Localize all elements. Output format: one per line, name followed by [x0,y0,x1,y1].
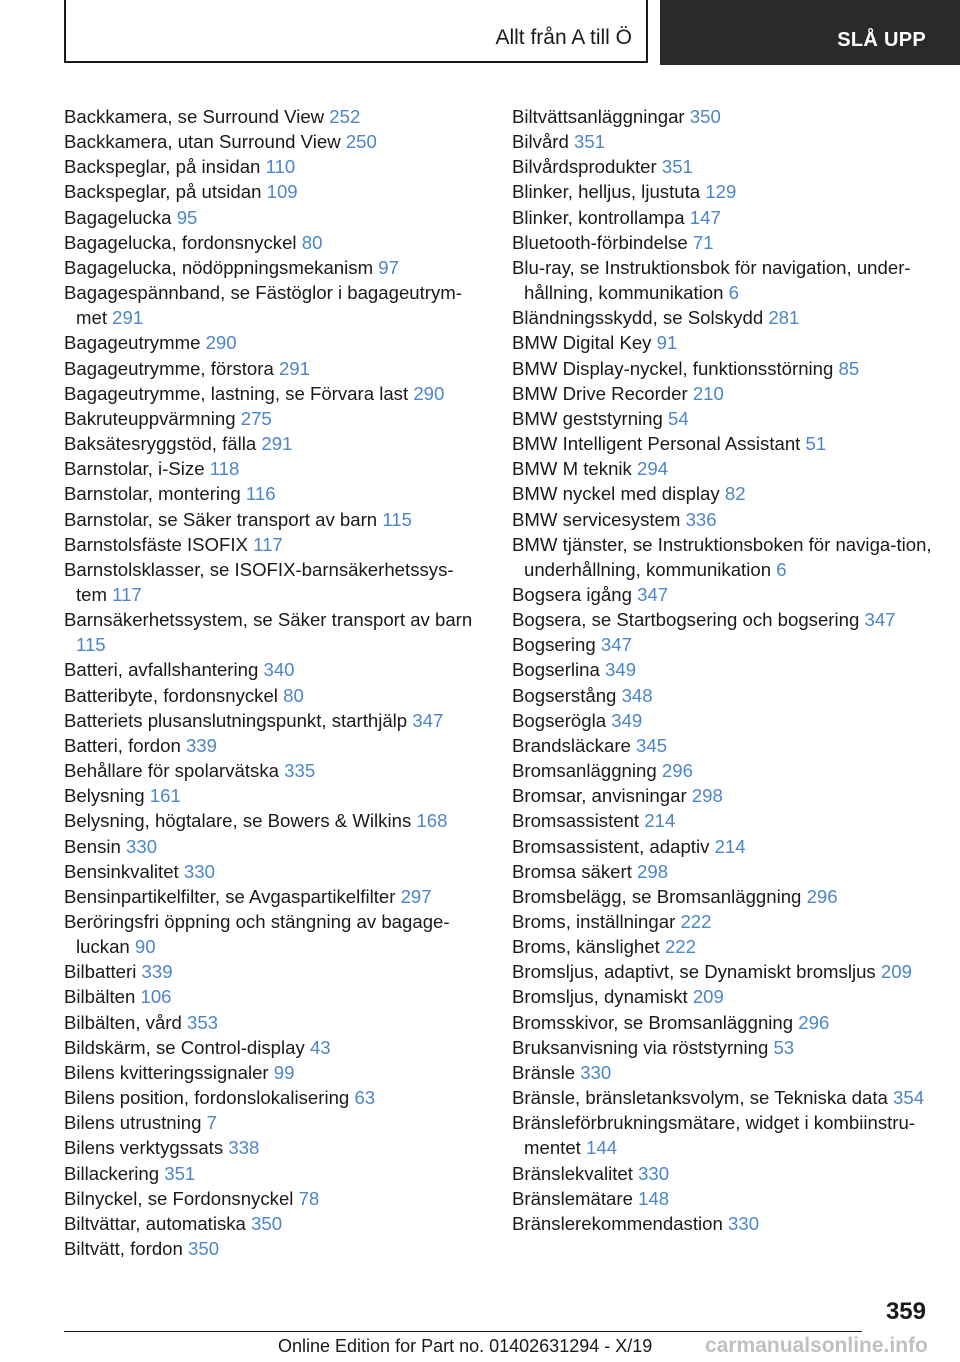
page-link[interactable]: 214 [714,835,746,857]
index-term: Bromsljus, dynamiskt [512,986,688,1008]
page-link[interactable]: 296 [798,1011,830,1033]
index-entry [64,406,484,431]
index-term: Bromsljus, adaptivt, se Dynamiskt bromsljus [512,961,876,983]
index-entry [64,1110,484,1135]
page-link[interactable]: 330 [638,1162,670,1184]
index-entry [64,280,484,330]
index-entry [512,1186,932,1211]
index-term: Bränslemätare [512,1187,633,1209]
index-term: Bluetooth-förbindelse [512,231,688,253]
index-entry [512,381,932,406]
index-entry [512,431,932,456]
index-term: Bromsanläggning [512,760,657,782]
page-link[interactable]: 330 [183,860,215,882]
index-term: Barnstolsklasser, se ISOFIX-barnsäkerhetssys‐tem [64,558,454,605]
page-link[interactable]: 330 [580,1061,612,1083]
page-link[interactable]: 222 [680,911,712,932]
index-term: Bogserögla [512,709,607,731]
index-term: Backspeglar, på utsidan [64,181,262,203]
page-link[interactable]: 348 [621,684,653,706]
page-link[interactable]: 350 [188,1238,220,1260]
page-link[interactable]: 168 [416,810,448,832]
index-term: Bruksanvisning via röststyrning [512,1036,769,1058]
page-link[interactable]: 290 [205,332,237,354]
page-link[interactable]: 209 [880,961,912,983]
index-term: Bromsar, anvisningar [512,785,687,807]
index-term: Bränslerekommendastion [512,1212,723,1234]
index-entry [64,984,484,1009]
page-link[interactable]: 347 [412,709,444,731]
index-entry [64,1161,484,1186]
index-column-right [512,104,932,1236]
page-link[interactable]: 281 [768,307,800,329]
index-term: Bromsassistent, adaptiv [512,835,710,857]
page-link[interactable]: 80 [301,231,323,253]
index-term: Bogsera, se Startbogsering och bogsering [512,609,860,631]
index-entry [512,1060,932,1085]
page-link[interactable]: 296 [806,885,838,907]
page-link[interactable]: 118 [209,458,240,480]
page-link[interactable]: 291 [278,357,310,379]
page-link[interactable]: 106 [140,986,172,1008]
index-entry [512,959,932,984]
index-term: Bensinpartikelfilter, se Avgaspartikelfilter [64,885,396,907]
index-term: BMW geststyrning [512,407,663,429]
page-link[interactable]: 78 [298,1187,320,1209]
page-link[interactable]: 330 [728,1212,760,1234]
page-link[interactable]: 345 [636,734,668,756]
page-link[interactable]: 82 [724,483,746,505]
index-term: Barnstolar, i-Size [64,458,205,480]
page-link[interactable]: 250 [345,131,377,153]
index-term: BMW tjänster, se Instruktionsboken för naviga‐tion, underhållning, kommunikation [512,533,932,580]
index-entry [64,1186,484,1211]
index-term: Broms, inställningar [512,911,676,932]
watermark-logo: carmanualsonline.info [705,1334,928,1357]
page-link[interactable]: 144 [586,1137,618,1159]
search-tab[interactable] [660,0,960,65]
page-link[interactable]: 97 [378,256,399,278]
index-term: Bilens kvitteringssignaler [64,1061,269,1083]
index-column-left [64,104,484,1261]
index-entry [64,708,484,733]
index-entry [64,179,484,204]
footer-divider [64,1331,862,1332]
page-link[interactable]: 339 [141,961,173,983]
index-term: Bagageutrymme [64,332,201,354]
index-entry [512,1035,932,1060]
index-entry [64,657,484,682]
index-entry [64,456,484,481]
page-link[interactable]: 54 [668,407,689,429]
index-term: Bilbatteri [64,961,137,983]
index-term: Batteri, avfallshantering [64,659,259,681]
index-entry [64,507,484,532]
index-entry [512,884,932,909]
index-entry [512,255,932,305]
page-link[interactable]: 349 [611,709,643,731]
index-entry [64,205,484,230]
page-link[interactable]: 291 [112,307,144,329]
page-link[interactable]: 117 [112,583,142,605]
index-entry [64,255,484,280]
index-term: BMW M teknik [512,458,632,480]
index-entry [512,532,932,582]
index-term: BMW nyckel med display [512,483,720,505]
index-entry [512,179,932,204]
index-entry [64,481,484,506]
page-link[interactable]: 298 [637,860,669,882]
index-term: Bilvård [512,131,569,153]
index-entry [512,406,932,431]
page-link[interactable]: 117 [253,533,283,555]
index-term: BMW Drive Recorder [512,382,688,404]
index-entry [512,708,932,733]
index-term: Bagageutrymme, lastning, se Förvara last [64,382,409,404]
index-entry [64,834,484,859]
page-link[interactable]: 351 [574,131,606,153]
index-entry [512,859,932,884]
page-link[interactable]: 339 [185,734,217,756]
page-link[interactable]: 297 [400,885,432,907]
index-entry [512,582,932,607]
index-term: Bromsassistent [512,810,640,832]
index-term: Bagageutrymme, förstora [64,357,274,379]
index-entry [512,909,932,934]
index-term: BMW servicesystem [512,508,681,530]
index-entry [512,632,932,657]
index-entry [64,1236,484,1261]
index-entry [512,129,932,154]
index-term: Blu-ray, se Instruktionsbok för navigation, under‐hållning, kommunikation [512,256,911,304]
index-term: Bilens position, fordonslokalisering [64,1087,350,1109]
index-term: Bilnyckel, se Fordonsnyckel [64,1187,294,1209]
page-link[interactable]: 80 [283,684,304,706]
index-term: Bagagelucka, fordonsnyckel [64,231,297,253]
page-link[interactable]: 99 [273,1061,295,1083]
index-link[interactable]: Allt från A till Ö [495,26,632,49]
index-entry [64,1211,484,1236]
index-entry [64,683,484,708]
page-link[interactable]: 147 [689,206,721,228]
index-entry [512,104,932,129]
page-link[interactable]: 298 [691,785,723,807]
page-link[interactable]: 115 [382,508,412,530]
page-link[interactable]: 336 [685,508,717,530]
header-frame [64,0,648,63]
index-entry [512,305,932,330]
index-entry [64,1035,484,1060]
index-entry [512,607,932,632]
page-link[interactable]: 296 [661,760,693,782]
index-term: Brandsläckare [512,734,631,756]
page-link[interactable]: 110 [265,156,296,178]
page-link[interactable]: 91 [656,332,678,354]
index-term: Blinker, helljus, ljustuta [512,181,701,203]
page-link[interactable]: 222 [664,936,696,958]
page-link[interactable]: 353 [187,1011,219,1033]
index-term: Bagagelucka [64,206,172,228]
index-term: Batteribyte, fordonsnyckel [64,684,278,706]
page-link[interactable]: 115 [76,634,106,656]
index-term: Backspeglar, på insidan [64,156,261,178]
index-term: Bränsleförbrukningsmätare, widget i kombiinstru‐mentet [512,1112,916,1159]
index-entry [512,1010,932,1035]
index-term: Billackering [64,1162,160,1184]
index-term: Bilens verktygssats [64,1137,224,1159]
index-term: Barnstolar, montering [64,483,241,505]
page-link[interactable]: 351 [661,156,693,178]
index-term: Backkamera, se Surround View [64,106,325,127]
index-entry [512,683,932,708]
index-term: Bakruteuppvärmning [64,407,236,429]
index-entry [512,205,932,230]
index-entry [512,1211,932,1236]
index-entry [512,1110,932,1160]
index-entry [512,1161,932,1186]
index-entry [64,959,484,984]
page-link[interactable]: 210 [692,382,724,404]
search-tab-label: SLÅ UPP [837,29,926,51]
index-entry [64,129,484,154]
page-link[interactable]: 290 [413,382,445,404]
index-entry [64,783,484,808]
page-link[interactable]: 330 [126,835,158,857]
index-term: Bromsa säkert [512,860,632,882]
index-term: Biltvätt, fordon [64,1238,183,1260]
index-entry [512,507,932,532]
page-link[interactable]: 85 [838,357,860,379]
index-term: Baksätesryggstöd, fälla [64,433,257,455]
index-entry [512,834,932,859]
index-entry [512,984,932,1009]
index-entry [512,657,932,682]
page-link[interactable]: 209 [692,986,724,1008]
index-term: Belysning [64,785,145,807]
index-entry [512,733,932,758]
page-link[interactable]: 43 [309,1036,331,1058]
page-number: 359 [885,1298,926,1325]
index-term: Backkamera, utan Surround View [64,131,341,153]
index-entry [512,456,932,481]
index-entry [64,909,484,959]
index-entry [64,356,484,381]
index-term: Bränsle [512,1061,576,1083]
index-entry [512,230,932,255]
index-term: Bromsbelägg, se Bromsanläggning [512,885,802,907]
index-term: Batteriets plusanslutningspunkt, starthjälp [64,709,408,731]
index-term: Belysning, högtalare, se Bowers & Wilkins [64,810,412,832]
index-entry [64,557,484,607]
index-entry [64,532,484,557]
index-term: Batteri, fordon [64,734,181,756]
index-entry [512,934,932,959]
page-link[interactable]: 53 [773,1036,795,1058]
page-link[interactable]: 161 [149,785,181,807]
index-term: Bländningsskydd, se Solskydd [512,307,764,329]
page-link[interactable]: 71 [692,231,714,253]
index-term: Behållare för spolarvätska [64,760,279,782]
page-link[interactable]: 351 [164,1162,196,1184]
index-term: Bilbälten [64,986,136,1008]
index-entry [64,330,484,355]
index-entry [512,808,932,833]
index-entry [512,1085,932,1110]
index-term: BMW Digital Key [512,332,652,354]
index-term: BMW Intelligent Personal Assistant [512,433,801,455]
page-link[interactable]: 349 [605,659,637,681]
index-term: Bogsering [512,634,596,656]
page-link[interactable]: 63 [354,1087,376,1109]
index-term: Bagagespännband, se Fästöglor i bagageutrym‐met [64,282,462,329]
index-entry [64,431,484,456]
index-term: Blinker, kontrollampa [512,206,685,228]
index-entry [64,607,484,657]
page-link[interactable]: 354 [893,1087,925,1109]
page-link[interactable]: 347 [864,609,896,631]
page-link[interactable]: 214 [644,810,676,832]
page-link[interactable]: 347 [600,634,632,656]
page-link[interactable]: 347 [637,583,669,605]
page-link[interactable]: 335 [284,760,316,782]
page-link[interactable]: 350 [251,1212,283,1234]
page-link[interactable]: 338 [228,1137,260,1159]
index-term: Bensinkvalitet [64,860,179,882]
index-entry [64,230,484,255]
page-link[interactable]: 294 [637,458,669,480]
index-entry [64,104,484,129]
index-entry [64,808,484,833]
page-link[interactable]: 252 [329,106,361,127]
index-entry [64,1010,484,1035]
page-link[interactable]: 95 [176,206,198,228]
index-entry [64,381,484,406]
index-term: Bildskärm, se Control-display [64,1036,305,1058]
index-entry [512,154,932,179]
index-term: Bogserstång [512,684,617,706]
index-term: Bilvårdsprodukter [512,156,657,178]
index-term: Bromsskivor, se Bromsanläggning [512,1011,794,1033]
page-link[interactable]: 291 [261,433,293,455]
index-term: Bilens utrustning [64,1112,202,1134]
index-term: BMW Display-nyckel, funktionsstörning [512,357,834,379]
index-term: Broms, känslighet [512,936,660,958]
index-term: Bilbälten, vård [64,1011,182,1033]
page-link[interactable]: 6 [776,558,787,580]
index-entry [64,758,484,783]
page-link[interactable]: 129 [705,181,737,203]
page-link[interactable]: 51 [805,433,827,455]
index-entry [64,859,484,884]
page-link[interactable]: 116 [245,483,276,505]
page-link[interactable]: 350 [689,106,721,127]
index-term: Beröringsfri öppning och stängning av bagage‐luckan [64,911,450,958]
index-entry [512,356,932,381]
page-link[interactable]: 148 [638,1187,670,1209]
index-entry [64,1085,484,1110]
index-term: Biltvättar, automatiska [64,1212,246,1234]
index-entry [512,783,932,808]
index-term: Barnstolar, se Säker transport av barn [64,508,378,530]
edition-text: Online Edition for Part no. 01402631294 - X/19 [278,1336,653,1356]
page-link[interactable]: 340 [263,659,295,681]
index-entry [512,330,932,355]
index-entry [64,884,484,909]
page-link[interactable]: 7 [206,1112,217,1134]
index-term: Barnsäkerhetssystem, se Säker transport av barn [64,609,473,631]
index-entry [64,733,484,758]
index-entry [512,481,932,506]
index-term: Bränslekvalitet [512,1162,633,1184]
index-term: Bränsle, bränsletanksvolym, se Tekniska data [512,1087,888,1109]
index-term: Bogserlina [512,659,600,681]
index-term: Biltvättsanläggningar [512,106,685,127]
index-term: Bensin [64,835,121,857]
index-term: Bogsera igång [512,583,632,605]
index-entry [64,1135,484,1160]
page-link[interactable]: 275 [240,407,272,429]
index-entry [512,758,932,783]
page-link[interactable]: 109 [266,181,298,203]
index-term: Barnstolsfäste ISOFIX [64,533,248,555]
index-entry [64,1060,484,1085]
index-term: Bagagelucka, nödöppningsmekanism [64,256,374,278]
index-entry [64,154,484,179]
page-link[interactable]: 90 [134,936,156,958]
page-link[interactable]: 6 [728,282,739,304]
